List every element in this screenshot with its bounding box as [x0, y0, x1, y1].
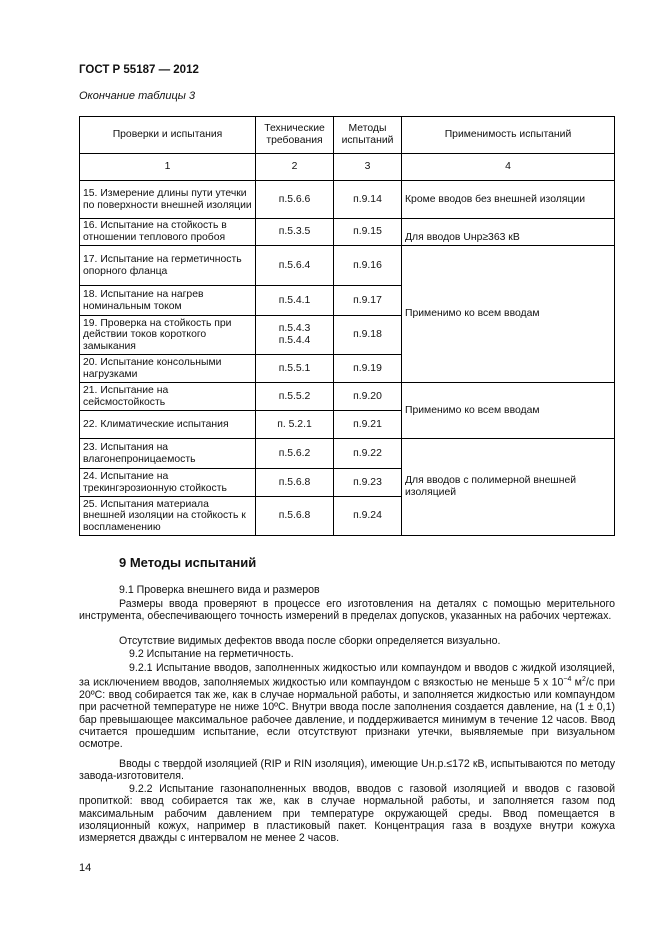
page-number: 14 [79, 862, 92, 874]
header-cell: Применимость испытаний [402, 117, 615, 154]
paragraph: 9.2.2 Испытание газонаполненных вводов, вводов с газовой изоляцией и вводов с газовой пропиткой: ввод собирается так же, как в случае нормальной работы, и заполняется газом под максимальным рабочим давлением при температуре окружающей среды. Ввод помещается в изоляционный кожух, например в пластиковый пакет. Концентрация газа в воздухе внутри кожуха измеряется дважды с интервалом не менее 2 часов. [79, 783, 615, 845]
applicability: Для вводов с полимерной внешней изоляцией [402, 439, 615, 536]
header-cell: Методы испытаний [334, 117, 402, 154]
column-number: 2 [256, 154, 334, 181]
table-header-row [80, 117, 615, 154]
requirement-ref [256, 316, 334, 355]
method-ref: п.9.18 [334, 316, 402, 355]
requirement-ref: п.5.6.2 [256, 439, 334, 469]
column-number: 3 [334, 154, 402, 181]
test-name: 23. Испытания на влагонепроницаемость [80, 439, 256, 469]
document-header: ГОСТ Р 55187 — 2012 [79, 64, 199, 76]
test-name: 15. Измерение длины пути утечки по поверхности внешней изоляции [80, 181, 256, 219]
applicability: Для вводов Uнр≥363 кВ [402, 219, 615, 246]
paragraph-text: /с при 20ºС: ввод собирается так же, как в случае нормальной работы, и заполняется жидкостью или компаундом при расчетной температуре не ниже 10ºС. Внутри ввода после заполнения создается давление, на (1 ± 0,1) бар превышающее максимальное рабочее давление, и поддерживается минимум в течение 12 часов. Ввод считается прошедшим испытание, если отсутствуют признаки утечки, выявляемые при визуальном осмотре. [79, 676, 616, 751]
requirement-ref: п.5.4.1 [256, 286, 334, 316]
paragraph: 9.1 Проверка внешнего вида и размеров [119, 584, 320, 596]
requirement-ref: п. 5.2.1 [256, 411, 334, 439]
test-name: 16. Испытание на стойкость в отношении теплового пробоя [80, 219, 256, 246]
header-cell: Технические требования [256, 117, 334, 154]
paragraph: Отсутствие видимых дефектов ввода после сборки определяется визуально. [119, 635, 501, 647]
exponent: −4 [563, 676, 572, 684]
paragraph: Вводы с твердой изоляцией (RIP и RIN изоляция), имеющие Uн.р.≤172 кВ, испытываются по методу завода-изготовителя. [79, 758, 615, 783]
requirement-ref: п.5.5.2 [256, 383, 334, 411]
test-name: 22. Климатические испытания [80, 411, 256, 439]
method-ref: п.9.14 [334, 181, 402, 219]
test-name: 25. Испытания материала внешней изоляции на стойкость к воспламенению [80, 497, 256, 536]
method-ref: п.9.15 [334, 219, 402, 246]
table-caption: Окончание таблицы 3 [79, 90, 196, 102]
table-row [80, 219, 615, 246]
paragraph: 9.2 Испытание на герметичность. [129, 648, 294, 660]
applicability: Кроме вводов без внешней изоляции [402, 181, 615, 219]
method-ref: п.9.21 [334, 411, 402, 439]
method-ref: п.9.23 [334, 469, 402, 497]
requirement-ref-line: п.5.4.3 [278, 323, 311, 335]
paragraph: Размеры ввода проверяют в процессе его изготовления на деталях с помощью мерительного инструмента, обеспечивающего точность измерений в пределах допусков, указанных на рабочих чертежах. [79, 598, 615, 623]
requirement-ref: п.5.5.1 [256, 355, 334, 383]
requirement-ref: п.5.6.8 [256, 469, 334, 497]
test-name: 19. Проверка на стойкость при действии токов короткого замыкания [80, 316, 256, 355]
table-row [80, 181, 615, 219]
requirement-ref: п.5.3.5 [256, 219, 334, 246]
test-name: 20. Испытание консольными нагрузками [80, 355, 256, 383]
test-name: 24. Испытание на трекингэрозионную стойкость [80, 469, 256, 497]
requirement-ref: п.5.6.8 [256, 497, 334, 536]
requirement-ref: п.5.6.4 [256, 246, 334, 286]
requirement-ref: п.5.6.6 [256, 181, 334, 219]
column-number: 1 [80, 154, 256, 181]
test-name: 17. Испытание на герметичность опорного фланца [80, 246, 256, 286]
column-number: 4 [402, 154, 615, 181]
exponent: 2 [581, 676, 586, 684]
header-cell: Проверки и испытания [80, 117, 256, 154]
paragraph-text: 9.2.1 Испытание вводов, заполненных жидкостью или компаундом и вводов с жидкой изоляцией, за исключением вводов, заполняемых жидкостью или компаундом с вязкостью не меньше 5 x 10 [79, 662, 615, 689]
requirement-ref-line: п.5.4.4 [278, 335, 311, 346]
applicability: Применимо ко всем вводам [402, 383, 615, 439]
method-ref: п.9.22 [334, 439, 402, 469]
table-row [80, 439, 615, 469]
method-ref: п.9.16 [334, 246, 402, 286]
section-title: 9 Методы испытаний [119, 555, 257, 570]
paragraph [79, 662, 615, 751]
test-name: 21. Испытание на сейсмостойкость [80, 383, 256, 411]
method-ref: п.9.19 [334, 355, 402, 383]
method-ref: п.9.17 [334, 286, 402, 316]
table-row [80, 246, 615, 286]
table-row [80, 383, 615, 411]
tests-table [79, 116, 615, 536]
column-number-row [80, 154, 615, 181]
method-ref: п.9.20 [334, 383, 402, 411]
method-ref: п.9.24 [334, 497, 402, 536]
applicability: Применимо ко всем вводам [402, 246, 615, 383]
paragraph-text: м [571, 676, 582, 689]
test-name: 18. Испытание на нагрев номинальным током [80, 286, 256, 316]
